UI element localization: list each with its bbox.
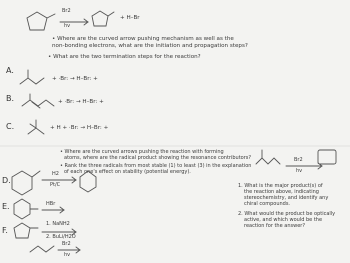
lr-question-1c: stereochemistry, and identify any (244, 195, 329, 201)
part-b-structure (22, 94, 54, 108)
reagent-h2: H2 (52, 171, 59, 177)
section2-line-4: of each one's effect on stability (potential energy). (64, 169, 191, 175)
part-a-equation: + ·Br: → H–Br: + (52, 76, 98, 82)
reagent-hbr: HBr (46, 201, 56, 207)
part-f-label: F. (2, 226, 8, 235)
reagent-br2-lower: Br2 (62, 241, 71, 247)
top-product-text: + H–Br (120, 15, 140, 21)
reagent-step-1: 1. NaNH2 (46, 221, 70, 227)
lr-question-1d: chiral compounds. (244, 201, 291, 207)
part-e-label: E. (2, 202, 10, 211)
question-1-line-1: • Where are the curved arrow pushing mechanism as well as the (52, 36, 234, 42)
question-2: • What are the two termination steps for the reaction? (48, 54, 201, 60)
section2-line-1: • Where are the curved arrows pushing the reaction with forming (60, 149, 224, 155)
lr-question-2c: reaction for the answer? (244, 223, 305, 229)
lr-question-2b: active, and which would be the (244, 217, 323, 223)
part-c-structure (28, 120, 44, 134)
part-c-equation: + H + ·Br: → H–Br: + (50, 125, 109, 131)
lr-question-1: 1. What is the major product(s) of (238, 183, 323, 189)
section2-line-2: atoms, where are the radical product showing the resonance contributors? (64, 155, 252, 161)
part-e-structure (14, 199, 64, 219)
section2-line-3: • Rank the three radicals from most stable (1) to least (3) in the explanation (60, 163, 252, 169)
lr-reagent-hv: hv (296, 168, 303, 174)
reagent-step-2: 2. BuLi/H2O (46, 234, 76, 240)
part-b-equation: + ·Br: → H–Br: + (58, 99, 104, 105)
top-reagent-br2: Br2 (62, 8, 71, 14)
reagent-ptc: Pt/C (50, 182, 61, 188)
part-d-label: D. (2, 176, 11, 185)
lr-question-2: 2. What would the product be optically (238, 211, 336, 217)
part-b-label: B. (6, 94, 15, 103)
question-1-line-2: non-bonding electrons, what are the initiation and propagation steps? (52, 43, 248, 49)
part-a-label: A. (6, 66, 14, 75)
part-c-label: C. (6, 122, 15, 131)
lr-reagent-br2: Br2 (294, 157, 303, 163)
lr-question-1b: the reaction above, indicating (244, 189, 319, 195)
top-reagent-hv: hv (64, 23, 71, 29)
part-a-structure (20, 70, 44, 84)
reagent-hv-lower: hv (64, 252, 71, 258)
